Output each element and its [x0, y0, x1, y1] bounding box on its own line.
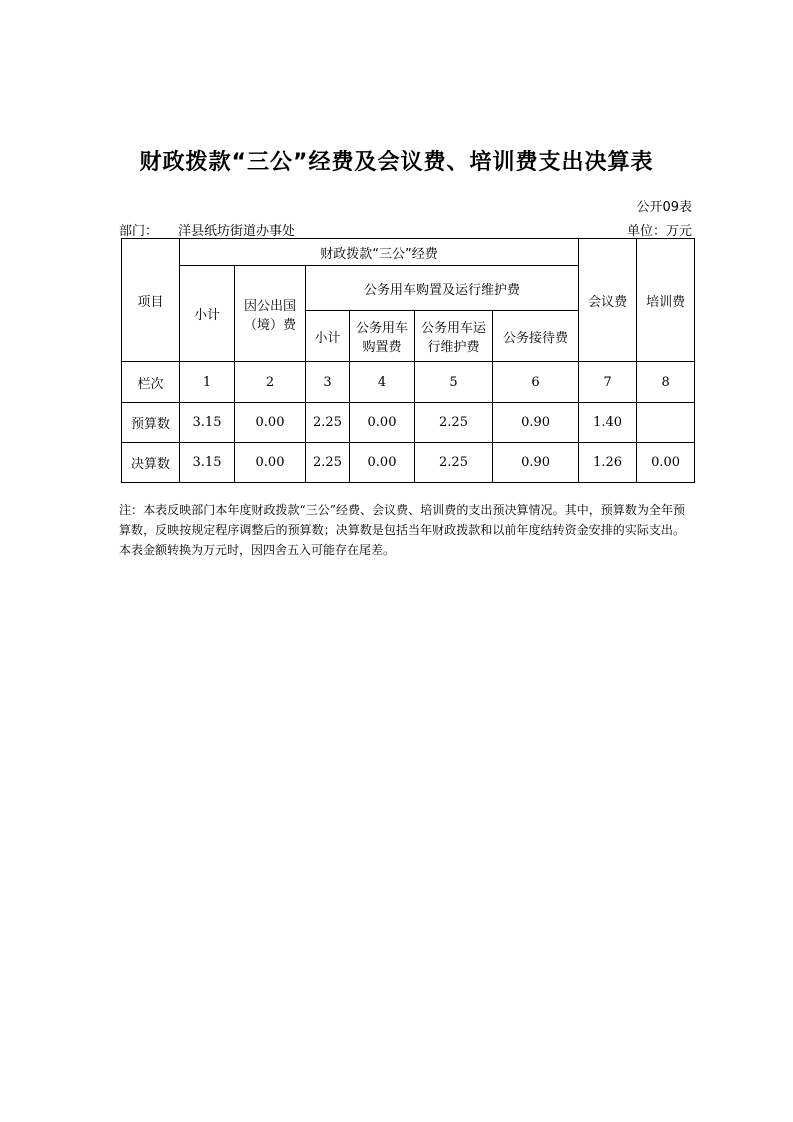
- expense-table: [121, 238, 695, 483]
- department-line: [119, 220, 295, 239]
- header-vehicle-purchase: 公务用车购置费: [350, 311, 415, 362]
- cell-value: 3.15: [180, 403, 235, 443]
- column-number: 3: [306, 362, 350, 403]
- column-number: 7: [579, 362, 637, 403]
- column-number: 1: [180, 362, 235, 403]
- cell-value: 0.00: [637, 443, 695, 483]
- table-row: [122, 443, 695, 483]
- row-label: 栏次: [122, 362, 180, 403]
- column-number: 4: [350, 362, 415, 403]
- table-note: 注：本表反映部门本年度财政拨款“三公”经费、会议费、培训费的支出预决算情况。其中，预算数为全年预算数，反映按规定程序调整后的预算数；决算数是包括当年财政拨款和以前年度结转资金安排的实际支出。本表金额转换为万元时，因四舍五入可能存在尾差。: [119, 503, 685, 557]
- header-vehicle: 公务用车购置及运行维护费: [306, 266, 579, 311]
- header-vehicle-subtotal: 小计: [306, 311, 350, 362]
- cell-value: 3.15: [180, 443, 235, 483]
- column-number: 6: [493, 362, 579, 403]
- cell-value: 0.00: [350, 403, 415, 443]
- cell-value: 1.26: [579, 443, 637, 483]
- cell-value: 2.25: [415, 403, 493, 443]
- page-title: 财政拨款“三公”经费及会议费、培训费支出决算表: [139, 150, 654, 175]
- cell-value: 2.25: [306, 403, 350, 443]
- department-name: 洋县纸坊街道办事处: [178, 224, 296, 239]
- department-label: 部门：: [119, 224, 159, 239]
- cell-value: 1.40: [579, 403, 637, 443]
- cell-value: 2.25: [306, 443, 350, 483]
- cell-value: [637, 403, 695, 443]
- header-three-public: 财政拨款“三公”经费: [180, 239, 579, 266]
- table-row: [122, 403, 695, 443]
- cell-value: 0.90: [493, 443, 579, 483]
- cell-value: 0.00: [235, 443, 306, 483]
- cell-value: 2.25: [415, 443, 493, 483]
- header-meeting: 会议费: [579, 239, 637, 362]
- header-vehicle-operation: 公务用车运行维护费: [415, 311, 493, 362]
- row-label: 决算数: [122, 443, 180, 483]
- header-reception: 公务接待费: [493, 311, 579, 362]
- column-number: 5: [415, 362, 493, 403]
- form-number: 公开09表: [636, 200, 692, 215]
- row-label: 预算数: [122, 403, 180, 443]
- header-subtotal: 小计: [180, 266, 235, 362]
- cell-value: 0.00: [350, 443, 415, 483]
- unit-label: 单位：万元: [626, 224, 692, 239]
- header-item: 项目: [122, 239, 180, 362]
- header-training: 培训费: [637, 239, 695, 362]
- column-number: 8: [637, 362, 695, 403]
- header-abroad: 因公出国（境）费: [235, 266, 306, 362]
- cell-value: 0.00: [235, 403, 306, 443]
- column-number-row: [122, 362, 695, 403]
- column-number: 2: [235, 362, 306, 403]
- cell-value: 0.90: [493, 403, 579, 443]
